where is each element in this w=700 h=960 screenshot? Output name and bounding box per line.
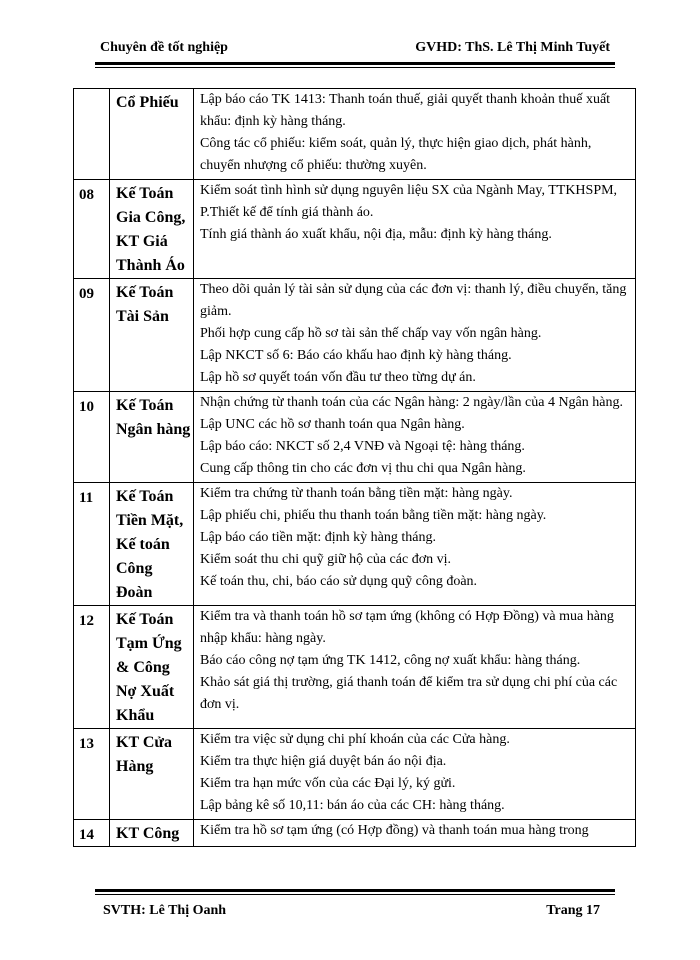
row-number: 09 bbox=[74, 279, 110, 392]
tasks-cell bbox=[194, 606, 636, 729]
task-item: Lập UNC các hồ sơ thanh toán qua Ngân hàng. bbox=[200, 417, 465, 432]
department-cell bbox=[110, 483, 194, 606]
row-number: 12 bbox=[74, 606, 110, 729]
department-line: KT Công bbox=[116, 825, 180, 842]
department-cell bbox=[110, 392, 194, 483]
department-line: Kế Toán bbox=[116, 185, 174, 202]
row-number: 08 bbox=[74, 180, 110, 279]
department-cell bbox=[110, 729, 194, 820]
footer-page-number: Trang 17 bbox=[546, 903, 600, 918]
department-line: Khẩu bbox=[116, 707, 155, 724]
task-item: Cung cấp thông tin cho các đơn vị thu chi qua Ngân hàng. bbox=[200, 461, 526, 476]
task-item: Lập báo cáo tiền mặt: định kỳ hàng tháng. bbox=[200, 530, 436, 545]
department-line: Tạm Ứng bbox=[116, 635, 182, 652]
department-line: Hàng bbox=[116, 758, 154, 775]
task-item: Báo cáo công nợ tạm ứng TK 1412, công nợ xuất khẩu: hàng tháng. bbox=[200, 653, 581, 668]
table-row bbox=[74, 180, 636, 279]
table-row bbox=[74, 89, 636, 180]
department-line: Kế Toán bbox=[116, 397, 174, 414]
department-cell bbox=[110, 820, 194, 847]
header-title: Chuyên đề tốt nghiệp bbox=[100, 40, 228, 55]
footer-student: SVTH: Lê Thị Oanh bbox=[103, 903, 227, 918]
task-item: Tính giá thành áo xuất khẩu, nội địa, mẫu: định kỳ hàng tháng. bbox=[200, 227, 552, 242]
department-line: Tài Sản bbox=[116, 308, 169, 325]
row-number: 10 bbox=[74, 392, 110, 483]
footer-rule-thin bbox=[95, 894, 615, 895]
task-item: Lập NKCT số 6: Báo cáo khấu hao định kỳ hàng tháng. bbox=[200, 348, 512, 363]
department-line: KT Giá bbox=[116, 233, 168, 250]
tasks-cell bbox=[194, 180, 636, 279]
task-table bbox=[73, 88, 636, 847]
department-cell bbox=[110, 279, 194, 392]
task-item: Lập phiếu chi, phiếu thu thanh toán bằng tiền mặt: hàng ngày. bbox=[200, 508, 547, 523]
task-item: Kiểm tra thực hiện giá duyệt bán áo nội địa. bbox=[200, 754, 447, 769]
task-item: Nhận chứng từ thanh toán của các Ngân hàng: 2 ngày/lần của 4 Ngân hàng. bbox=[200, 395, 623, 410]
header-advisor: GVHD: ThS. Lê Thị Minh Tuyết bbox=[415, 40, 610, 55]
task-item: Kiểm soát thu chi quỹ giữ hộ của các đơn vị. bbox=[200, 552, 451, 567]
page-header bbox=[100, 40, 610, 62]
department-line: Kế toán bbox=[116, 536, 170, 553]
header-rule-thin bbox=[95, 67, 615, 68]
row-number: 11 bbox=[74, 483, 110, 606]
task-item: Kiểm tra việc sử dụng chi phí khoán của các Cửa hàng. bbox=[200, 732, 510, 747]
task-item: Theo dõi quản lý tài sản sử dụng của các đơn vị: thanh lý, điều chuyển, tăng giảm. bbox=[200, 282, 627, 319]
department-line: & Công bbox=[116, 659, 170, 676]
department-line: Ngân hàng bbox=[116, 421, 191, 438]
department-line: Thành Áo bbox=[116, 257, 185, 274]
task-item: Kế toán thu, chi, báo cáo sử dụng quỹ công đoàn. bbox=[200, 574, 478, 589]
department-cell bbox=[110, 180, 194, 279]
department-line: Công Đoàn bbox=[116, 560, 153, 601]
tasks-cell bbox=[194, 729, 636, 820]
tasks-cell bbox=[194, 279, 636, 392]
department-line: Kế Toán bbox=[116, 284, 174, 301]
task-item: Lập hồ sơ quyết toán vốn đầu tư theo từng dự án. bbox=[200, 370, 476, 385]
row-number: 13 bbox=[74, 729, 110, 820]
task-item: Lập bảng kê số 10,11: bán áo của các CH: hàng tháng. bbox=[200, 798, 505, 813]
footer-rule-thick bbox=[95, 889, 615, 892]
department-line: Gia Công, bbox=[116, 209, 186, 226]
department-line: Cổ Phiếu bbox=[116, 94, 179, 111]
row-number bbox=[74, 89, 110, 180]
department-line: Kế Toán bbox=[116, 488, 174, 505]
task-item: Kiểm tra chứng từ thanh toán bằng tiền mặt: hàng ngày. bbox=[200, 486, 513, 501]
task-item: Kiểm tra hồ sơ tạm ứng (có Hợp đồng) và thanh toán mua hàng trong bbox=[200, 823, 589, 838]
tasks-cell bbox=[194, 483, 636, 606]
task-item: Kiểm tra và thanh toán hồ sơ tạm ứng (không có Hợp Đồng) và mua hàng nhập khẩu: hàng ngày. bbox=[200, 609, 614, 646]
task-item: Kiểm soát tình hình sử dụng nguyên liệu SX của Ngành May, TTKHSPM, P.Thiết kế để tính giá thành áo. bbox=[200, 183, 618, 220]
task-item: Phối hợp cung cấp hồ sơ tài sản thế chấp vay vốn ngân hàng. bbox=[200, 326, 542, 341]
department-line: Tiền Mặt, bbox=[116, 512, 184, 529]
row-number: 14 bbox=[74, 820, 110, 847]
header-rule-thick bbox=[95, 62, 615, 65]
task-item: Lập báo cáo: NKCT số 2,4 VNĐ và Ngoại tệ: hàng tháng. bbox=[200, 439, 525, 454]
task-item: Kiểm tra hạn mức vốn của các Đại lý, ký gửi. bbox=[200, 776, 456, 791]
page-footer bbox=[103, 903, 600, 923]
department-line: Kế Toán bbox=[116, 611, 174, 628]
tasks-cell bbox=[194, 89, 636, 180]
table-row bbox=[74, 483, 636, 606]
department-line: KT Cửa bbox=[116, 734, 172, 751]
task-item: Công tác cổ phiếu: kiểm soát, quản lý, thực hiện giao dịch, phát hành, chuyển nhượng cổ phiếu: thường xuyên. bbox=[200, 136, 592, 173]
table-row bbox=[74, 606, 636, 729]
table-row bbox=[74, 729, 636, 820]
table-row bbox=[74, 279, 636, 392]
tasks-cell bbox=[194, 820, 636, 847]
tasks-cell bbox=[194, 392, 636, 483]
task-item: Khảo sát giá thị trường, giá thanh toán để kiểm tra sử dụng chi phí của các đơn vị. bbox=[200, 675, 618, 712]
department-line: Nợ Xuất bbox=[116, 683, 175, 700]
table-row bbox=[74, 820, 636, 847]
department-cell bbox=[110, 606, 194, 729]
task-item: Lập báo cáo TK 1413: Thanh toán thuế, giải quyết thanh khoản thuế xuất khẩu: định kỳ hàng tháng. bbox=[200, 92, 611, 129]
table-row bbox=[74, 392, 636, 483]
department-cell bbox=[110, 89, 194, 180]
